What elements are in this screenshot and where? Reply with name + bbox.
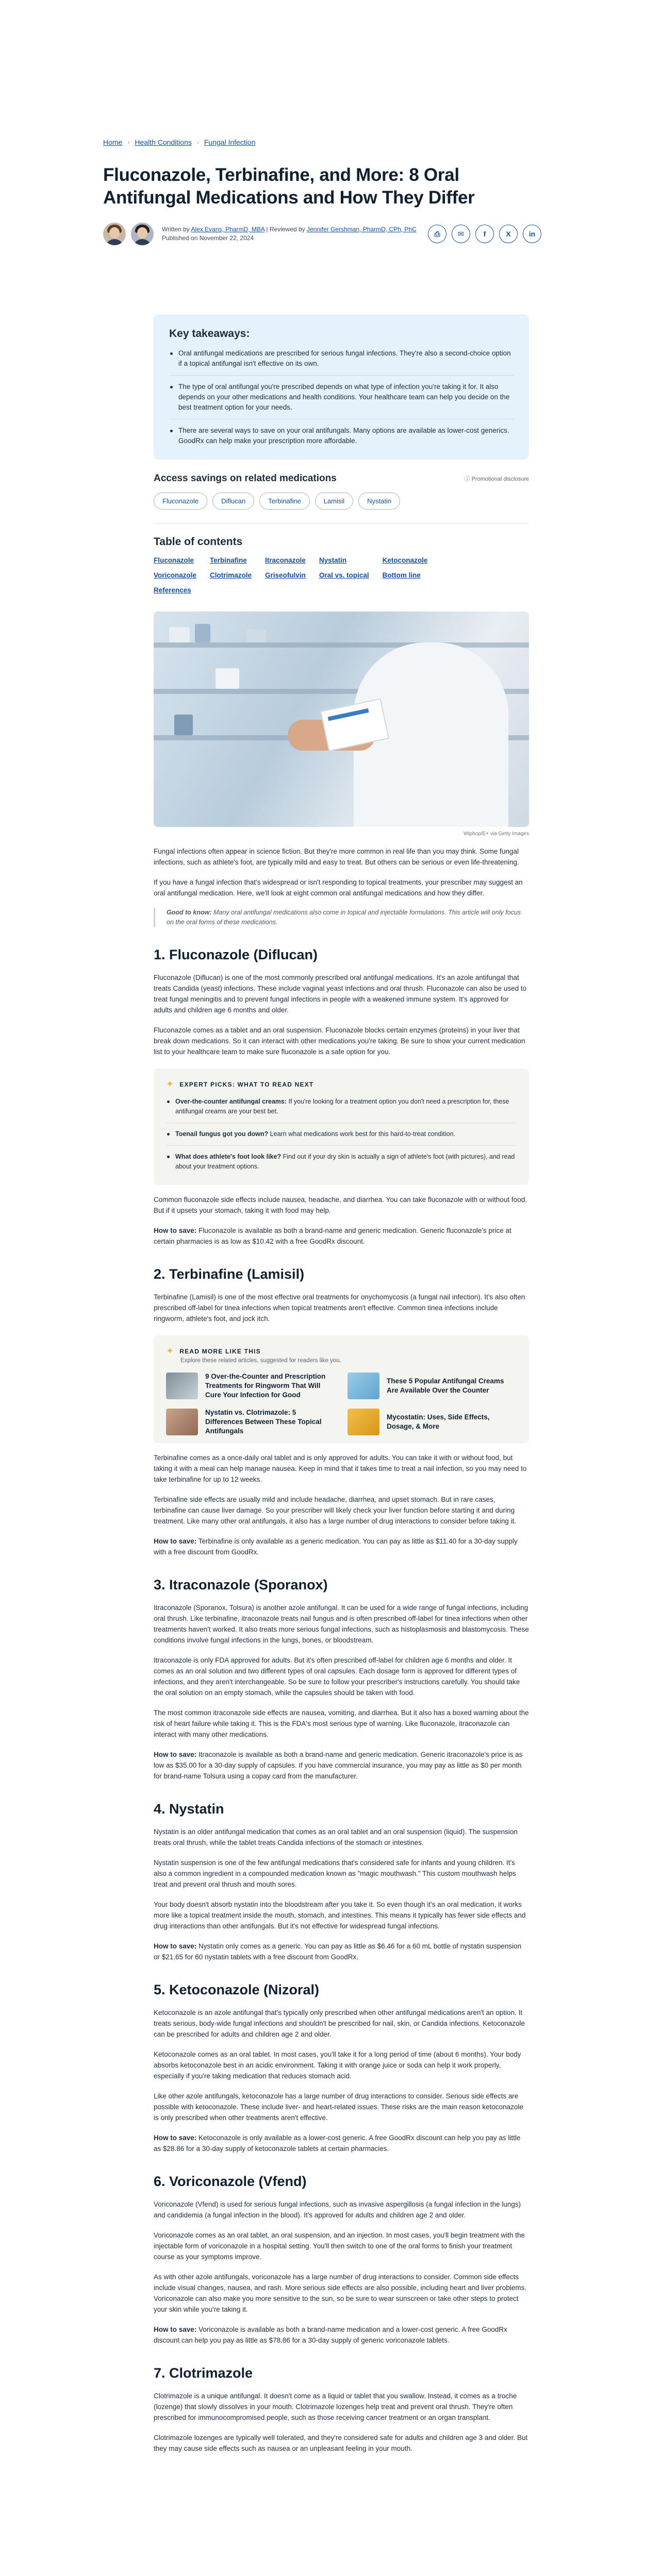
pill-terbinafine[interactable]: Terbinafine (259, 493, 310, 510)
star-icon: ✦ (166, 1346, 175, 1356)
section-heading-terbinafine: 2. Terbinafine (Lamisil) (154, 1266, 305, 1282)
article-thumbnail (347, 1409, 379, 1435)
paragraph: Like other azole antifungals, ketoconazole has a large number of drug interactions to consider. Serious side effects are possible with ketoconazole. These include liver- and heart-related issues. These risks are the main reason ketoconazole is only prescribed when other treatments aren't effective. (154, 2092, 523, 2122)
read-more-title: Mycostatin: Uses, Side Effects, Dosage, & More (387, 1413, 490, 1430)
how-to-save (154, 1225, 529, 1247)
linkedin-icon[interactable]: in (523, 225, 541, 243)
good-to-know-text: Many oral antifungal medications also come in topical and injectable formulations. This article will only focus on the oral forms of these medications. (167, 909, 521, 926)
good-to-know-label: Good to know: (167, 909, 212, 916)
toc-heading: Table of contents (154, 536, 243, 548)
expert-pick-text: Learn what medications work best for this hard-to-treat condition. (268, 1130, 455, 1138)
section-heading-itraconazole: 3. Itraconazole (Sporanox) (154, 1577, 328, 1592)
star-icon: ✦ (166, 1079, 175, 1089)
toc-link[interactable]: Itraconazole (265, 556, 306, 564)
paragraph: Nystatin suspension is one of the few antifungal medications that's considered safe for infants and young children. It's also a common ingredient in a compounded medication known as "magic mouthwash." This custom mouthwash helps treat and prevent oral thrush and mouth sores. (154, 1859, 516, 1888)
read-more-heading: READ MORE LIKE THIS (179, 1347, 261, 1355)
article-header (103, 138, 541, 245)
expert-picks-card (154, 1069, 529, 1185)
read-more-item[interactable] (347, 1408, 517, 1436)
promotional-disclosure-label: Promotional disclosure (471, 476, 529, 482)
paragraph: Terbinafine side effects are usually mild and include headache, diarrhea, and upset stomach. But in rare cases, terbinafine can cause liver damage. So your prescriber will likely check your liver function before starting it and during treatment. Like many other oral antifungals, it also has a large number of drug interactions to consider before taking it. (154, 1496, 517, 1525)
paragraph: Clotrimazole is a unique antifungal. It doesn't come as a liquid or tablet that you swallow. Instead, it comes as a troche (lozenge) that slowly dissolves in your mouth. Clotrimazole lozenges help treat and prevent oral thrush. They're often prescribed for immunocompromised people, such as those receiving cancer treatment or an organ transplant. (154, 2392, 517, 2421)
chevron-right-icon: › (196, 139, 199, 146)
read-more-title: These 5 Popular Antifungal Creams Are Available Over the Counter (387, 1377, 504, 1394)
facebook-icon[interactable]: f (475, 225, 494, 243)
paragraph: Common fluconazole side effects include nausea, headache, and diarrhea. You can take fluconazole with or without food. But if it upsets your stomach, taking it with food may help. (154, 1196, 527, 1214)
toc-link[interactable]: Bottom line (382, 571, 421, 579)
key-takeaways (154, 314, 529, 460)
byline (103, 223, 541, 245)
hero-image (154, 612, 529, 827)
how-to-save-text: Nystatin only comes as a generic. You can pay as little as $6.46 for a 60 mL bottle of nystatin suspension or $21.65 for 60 nystatin tablets with a free discount from GoodRx. (154, 1942, 522, 1961)
share-bar (428, 225, 541, 243)
reviewer-link[interactable]: Jennifer Gershman, PharmD, CPh, PhC (307, 226, 417, 233)
intro-paragraph: If you have a fungal infection that's widespread or isn't responding to topical treatments, your prescriber may suggest an oral antifungal medication. Here, we'll look at eight common oral antifungal medications and how they differ. (154, 878, 523, 897)
authors (103, 223, 417, 245)
how-to-save-label: How to save: (154, 1537, 197, 1545)
x-icon[interactable]: X (499, 225, 518, 243)
savings-heading: Access savings on related medications (154, 473, 337, 484)
section-heading-clotrimazole: 7. Clotrimazole (154, 2365, 253, 2381)
paragraph: The most common itraconazole side effects are nausea, vomiting, and diarrhea. But it also has a boxed warning about the risk of heart failure while taking it. This is the FDA's most serious type of warning. Like fluconazole, itraconazole can interact with many other medications. (154, 1709, 529, 1738)
paragraph: Voriconazole (Vfend) is used for serious fungal infections, such as invasive aspergillosis (a fungal infection in the lungs) and candidemia (a fungal infection in the blood). It's approved for adults and children age 2 and older. (154, 2200, 521, 2219)
reviewed-by-label: | Reviewed by (266, 226, 305, 233)
pill-lamisil[interactable]: Lamisil (315, 493, 353, 510)
paragraph: As with other azole antifungals, voriconazole has a large number of drug interactions to consider. Common side effects include visual changes, nausea, and rash. More serious side effects are also possible, including heart and liver problems. Voriconazole can also make you more sensitive to the sun, so be sure to wear sunscreen or take other steps to protect your skin while you're taking it. (154, 2273, 527, 2313)
paragraph: Nystatin is an older antifungal medication that comes as an oral tablet and an oral suspension (liquid). The suspension treats oral thrush, while the tablet treats Candida infections of the stomach or intestines. (154, 1828, 518, 1846)
toc-link[interactable]: References (154, 586, 191, 594)
reviewer-avatar[interactable] (131, 223, 154, 245)
pill-fluconazole[interactable]: Fluconazole (154, 493, 207, 510)
paragraph: Clotrimazole lozenges are typically well tolerated, and they're considered safe for adults and children age 3 and older. But they may cause side effects such as nausea or an unpleasant feeling in your mouth. (154, 2434, 528, 2452)
read-more-item[interactable] (166, 1372, 335, 1400)
promotional-disclosure[interactable]: ⓘ Promotional disclosure (464, 476, 529, 482)
paragraph: Terbinafine comes as a once-daily oral tablet and is only approved for adults. You can take it with or without food, but taking it with a meal can help manage nausea. Keep in mind that it takes time to treat a nail infection, so you may need to take terbinafine for up to 12 weeks. (154, 1454, 527, 1483)
page-title: Fluconazole, Terbinafine, and More: 8 Oral Antifungal Medications and How They Differ (103, 165, 475, 208)
paragraph: Ketoconazole comes as an oral tablet. In most cases, you'll take it for a long period of time (about 6 months). Your body absorbs ketoconazole best in an acidic environment. Taking it with orange juice or soda can help it work properly, especially if you're taking medication that reduces stomach acid. (154, 2050, 521, 2080)
toc-link[interactable]: Ketoconazole (382, 556, 428, 564)
how-to-save-text: Ketoconazole is only available as a lower-cost generic. A free GoodRx discount can help you pay as little as $28.86 for a 30-day supply of ketoconazole tablets at certain pharmacies. (154, 2134, 521, 2153)
print-icon[interactable]: ⎙ (428, 225, 446, 243)
good-to-know-note (154, 908, 529, 927)
toc-link[interactable]: Fluconazole (154, 556, 194, 564)
paragraph: Ketoconazole is an azole antifungal that's typically only prescribed when other antifungal medications aren't an option. It treats serious, body-wide fungal infections and shouldn't be prescribed for nail, skin, or Candida infections. Ketoconazole can be prescribed for adults and children age 2 and older. (154, 2009, 525, 2038)
paragraph: Itraconazole is only FDA approved for adults. But it's often prescribed off-label for children age 6 months and older. It comes as an oral solution and two different types of oral capsules. Each dosage form is approved for different types of infections, and they aren't interchangeable. So be sure to follow your prescriber's instructions carefully. You should take the oral solution on an empty stomach, while the capsules should be taken with food. (154, 1656, 520, 1697)
written-by-label: Written by (162, 226, 190, 233)
how-to-save-text: Terbinafine is only available as a generic medication. You can pay as little as $11.40 for a 30-day supply with a free discount from GoodRx. (154, 1537, 518, 1556)
paragraph: Fluconazole comes as a tablet and an oral suspension. Fluconazole blocks certain enzymes (proteins) in your liver that break down medications. So it can interact with other medications you're taking. Be sure to show your current medication list to your healthcare team to make sure fluconazole is a safe option for you. (154, 1026, 525, 1056)
article-thumbnail (347, 1372, 379, 1399)
how-to-save-text: Fluconazole is available as both a brand-name and generic medication. Generic fluconazole's price at certain pharmacies is as low as $10.42 with a free GoodRx discount. (154, 1227, 511, 1245)
takeaway-item: Oral antifungal medications are prescribed for serious fungal infections. They're also a second-choice option if a topical antifungal isn't effective on its own. (169, 348, 514, 376)
savings-header (154, 473, 529, 484)
toc-link[interactable]: Terbinafine (210, 556, 247, 564)
author-link[interactable]: Alex Evans, PharmD, MBA (191, 226, 265, 233)
email-icon[interactable]: ✉ (452, 225, 470, 243)
expert-pick-title: Toenail fungus got you down? (175, 1130, 269, 1138)
expert-pick-title: Over-the-counter antifungal creams: (175, 1098, 287, 1105)
how-to-save (154, 2324, 529, 2346)
section-heading-ketoconazole: 5. Ketoconazole (Nizoral) (154, 1982, 320, 1997)
read-more-item[interactable] (347, 1372, 517, 1400)
expert-pick-text: Find out if your dry skin is actually a sign of athlete's foot (with pictures), and read about your treatment options. (175, 1153, 515, 1170)
published-date: Published on November 22, 2024 (162, 234, 254, 242)
how-to-save-label: How to save: (154, 1227, 197, 1234)
section-heading-voriconazole: 6. Voriconazole (Vfend) (154, 2174, 307, 2189)
expert-picks-heading: EXPERT PICKS: WHAT TO READ NEXT (179, 1080, 314, 1088)
paragraph: Terbinafine (Lamisil) is one of the most effective oral treatments for onychomycosis (a fungal nail infection). It's also often prescribed off-label for tinea infections when topical treatments aren't effective. Common tinea infections include ringworm, athlete's foot, and jock itch. (154, 1293, 525, 1323)
toc-link[interactable]: Griseofulvin (265, 571, 306, 579)
how-to-save-label: How to save: (154, 1942, 197, 1950)
expert-pick-item[interactable] (166, 1097, 517, 1123)
pill-diflucan[interactable]: Diflucan (212, 493, 254, 510)
how-to-save-text: Itraconazole is available as both a brand-name and generic medication. Generic itraconazole's price is as low as $35.00 for a 30-day supply of capsules. If you have commercial insurance, you may pay as little as $0 per month for brand-name Tolsura using a copay card from the manufacturer. (154, 1751, 523, 1780)
section-heading-nystatin: 4. Nystatin (154, 1801, 224, 1817)
expert-pick-text: If you're looking for a treatment option you don't need a prescription for, these antifungal creams are your best bet. (175, 1098, 509, 1115)
section-heading-fluconazole: 1. Fluconazole (Diflucan) (154, 947, 318, 962)
pill-nystatin[interactable]: Nystatin (358, 493, 400, 510)
breadcrumb-home-link[interactable]: Home (103, 138, 123, 146)
read-more-title: Nystatin vs. Clotrimazole: 5 Differences Between These Topical Antifungals (205, 1409, 322, 1435)
how-to-save (154, 2132, 529, 2154)
table-of-contents (154, 536, 529, 594)
image-credit: Wiphop/E+ via Getty Images (463, 831, 529, 837)
article-thumbnail (166, 1372, 198, 1399)
byline-text (162, 225, 417, 243)
paragraph: Voriconazole comes as an oral tablet, an oral suspension, and an injection. In most cases, you'll begin treatment with the injectable form of voriconazole in a hospital setting. You'll then switch to one of the oral forms to finish your treatment course as your symptoms improve. (154, 2231, 525, 2261)
chevron-right-icon: › (127, 139, 130, 146)
how-to-save-label: How to save: (154, 2134, 197, 2142)
breadcrumb-fungal-infection-link[interactable]: Fungal Infection (204, 138, 256, 146)
medication-pills (154, 493, 529, 510)
toc-link[interactable]: Oral vs. topical (319, 571, 369, 579)
how-to-save (154, 1941, 529, 1962)
expert-pick-item[interactable] (166, 1152, 517, 1178)
paragraph: Itraconazole (Sporanox, Tolsura) is another azole antifungal. It can be used for a wide range of fungal infections, including oral thrush. Like terbinafine, itraconazole treats nail fungus and is often prescribed off-label for tinea infections when other treatments haven't worked. It also treats more serious fungal infections, such as histoplasmosis and blastomycosis. These conditions involve fungal infections in the lungs, bones, or bloodstream. (154, 1604, 529, 1644)
read-more-subheading: Explore these related articles, suggested for readers like you. (180, 1358, 341, 1364)
takeaways-heading: Key takeaways: (169, 328, 250, 340)
how-to-save (154, 1536, 529, 1557)
toc-link[interactable]: Clotrimazole (210, 571, 252, 579)
author-avatar[interactable] (103, 223, 126, 245)
toc-links (154, 556, 529, 594)
read-more-header (166, 1346, 517, 1357)
read-more-title: 9 Over-the-Counter and Prescription Treatments for Ringworm That Will Cure Your Infection for Good (205, 1372, 326, 1399)
how-to-save-label: How to save: (154, 1751, 197, 1758)
article-thumbnail (166, 1409, 198, 1435)
expert-pick-title: What does athlete's foot look like? (175, 1153, 282, 1160)
expert-picks-header (166, 1079, 517, 1090)
paragraph: Your body doesn't absorb nystatin into the bloodstream after you take it. So even though it's an oral medication, it works more like a topical treatment inside the mouth, stomach, and intestines. This means it typically has fewer side effects and drug interactions than other antifungals. But it's not effective for widespread fungal infections. (154, 1901, 526, 1930)
paragraph: Fluconazole (Diflucan) is one of the most commonly prescribed oral antifungal medications. It's an azole antifungal that treats Candida (yeast) infections. These include vaginal yeast infections and oral thrush. Fluconazole can also be used to treat fungal meningitis and to prevent fungal infections in people with a weakened immune system. It's approved for adults and children age 6 months and older. (154, 974, 527, 1014)
how-to-save (154, 1749, 529, 1782)
read-more-item[interactable] (166, 1408, 335, 1436)
read-more-grid (166, 1372, 517, 1436)
read-more-card (154, 1335, 529, 1443)
takeaway-item: The type of oral antifungal you're prescribed depends on what type of infection you're taking it for. It also depends on your other medications and health conditions. Your healthcare team can help you decide on the best treatment option for your needs. (169, 382, 514, 419)
takeaway-item: There are several ways to save on your oral antifungals. Many options are available as lower-cost generics. GoodRx can help make your prescription more affordable. (169, 426, 514, 446)
toc-link[interactable]: Nystatin (319, 556, 347, 564)
article-body (154, 314, 529, 2454)
breadcrumb-health-conditions-link[interactable]: Health Conditions (135, 138, 192, 146)
how-to-save-label: How to save: (154, 2326, 197, 2333)
toc-link[interactable]: Voriconazole (154, 571, 197, 579)
expert-pick-item[interactable] (166, 1129, 517, 1146)
how-to-save-text: Voriconazole is available as both a brand-name medication and a lower-cost generic. A free GoodRx discount can help you pay as little as $78.86 for a 30-day supply of generic voriconazole tablets. (154, 2326, 507, 2344)
breadcrumb (103, 138, 541, 146)
intro-paragraph: Fungal infections often appear in science fiction. But they're more common in real life than you may think. Some fungal infections, such as athlete's foot, are typically mild and easy to treat. But others can be serious or even life-threatening. (154, 848, 519, 866)
